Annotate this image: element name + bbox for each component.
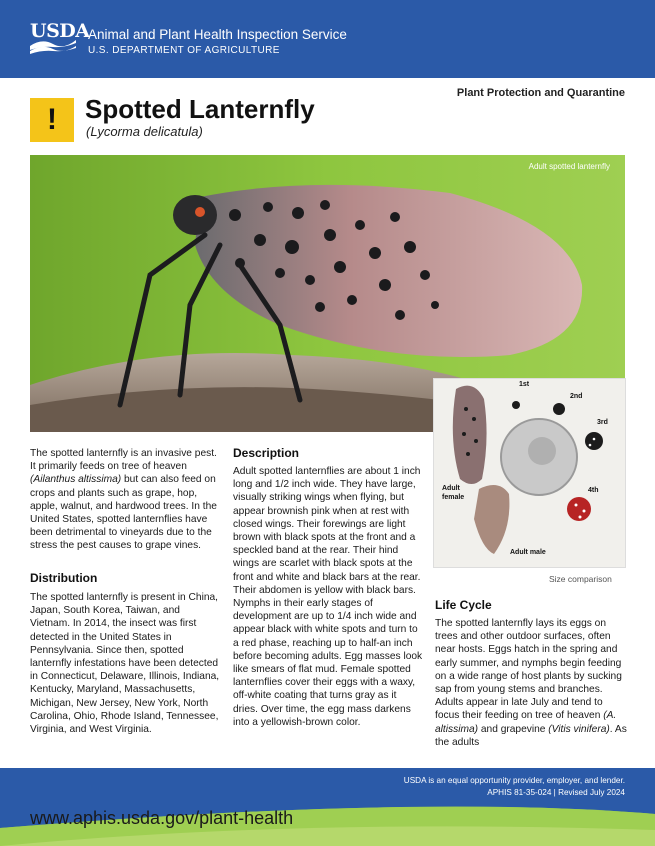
- life-cycle-heading: Life Cycle: [435, 598, 492, 612]
- description-heading: Description: [233, 446, 300, 460]
- inset-label-adult: Adult: [442, 485, 460, 492]
- page-title: Spotted Lanternfly: [85, 94, 315, 124]
- intro-species-italic: (Ailanthus altissima): [30, 474, 122, 486]
- header-band: [0, 0, 655, 78]
- inset-label-adult-male: Adult male: [510, 549, 546, 556]
- intro-text-end: but can also feed on crops and plants such as grape, hop, apple, walnut, and hardwood trees. In the United States, spotted lanternflies have been detrimental to vineyards due to the stress the pest causes to grape vines.: [30, 474, 217, 552]
- equal-opportunity-statement: USDA is an equal opportunity provider, employer, and lender.: [403, 776, 625, 785]
- life-cycle-italic-1: (A. altissima): [435, 710, 617, 735]
- alert-icon: [30, 98, 74, 142]
- intro-text: The spotted lanternfly is an invasive pest. It primarily feeds on tree of heaven: [30, 448, 217, 473]
- usda-logo-text: USDA: [30, 20, 90, 42]
- inset-caption: Size comparison: [549, 574, 612, 584]
- life-cycle-italic-2: (Vitis vinifera): [548, 723, 610, 735]
- inset-label-1st: 1st: [519, 381, 530, 388]
- intro-paragraph: [30, 447, 220, 553]
- life-cycle-text-end: . As the adults: [435, 723, 627, 748]
- distribution-paragraph: The spotted lanternfly is present in China, Japan, South Korea, Taiwan, and Vietnam. In 2014, the insect was first detected in the United States in Pennsylvania. Since then, spotted lanternfly infestations have been detected in Connecticut, Delaware, Illinois, Indiana, Kentucky, Maryland, Massachusetts, Michigan, New Jersey, New York, North Carolina, Ohio, Rhode Island, Tennessee, Virginia, and West Virginia.: [30, 592, 220, 736]
- size-comparison-image: [433, 378, 626, 568]
- inset-label-2nd: 2nd: [570, 393, 583, 400]
- department-name: U.S. DEPARTMENT OF AGRICULTURE: [88, 45, 280, 56]
- usda-logo[interactable]: [30, 20, 90, 56]
- website-link[interactable]: www.aphis.usda.gov/plant-health: [30, 808, 294, 828]
- life-cycle-paragraph: [435, 617, 627, 749]
- inset-label-3rd: 3rd: [597, 419, 608, 426]
- distribution-heading: Distribution: [30, 571, 98, 585]
- size-comparison-illustration: [434, 379, 626, 568]
- publication-number: APHIS 81-35-024 | Revised July 2024: [487, 788, 625, 797]
- program-name: Plant Protection and Quarantine: [456, 87, 625, 99]
- hero-caption: Adult spotted lanternfly: [528, 162, 610, 171]
- life-cycle-text: The spotted lanternfly lays its eggs on trees and other outdoor surfaces, often near hosts. Eggs hatch in the spring and early summer, and nymphs begin feeding on a wide range of host plants by sucking sap from young stems and branches. Adults appear in late July and tend to focus their feeding on tree of heaven: [435, 618, 622, 722]
- inset-label-female: female: [442, 494, 465, 501]
- inset-label-4th: 4th: [588, 487, 599, 494]
- description-paragraph: Adult spotted lanternflies are about 1 inch long and 1/2 inch wide. They have large, visually striking wings when flying, but appear brownish pink when at rest with closed wings. Their forewings are light brown with black spots at the front and a speckled band at the rear. Their hind wings are scarlet with black spots at the front and white and black bars at the rear. Their abdomen is yellow with black bars. Nymphs in their early stages of development are up to 1/4 inch wide and appear black with white spots and turn to a red phase, reaching up to half-an inch before becoming adults. Egg masses look like smears of flat mud. Female spotted lanternflies cover their eggs with a waxy, off-white coating that turns gray as it dries. Over time, the egg mass darkens into a yellowish-brown color.: [233, 466, 423, 728]
- agency-name: Animal and Plant Health Inspection Service: [88, 27, 347, 42]
- life-cycle-text-mid: and grapevine: [478, 723, 549, 735]
- scientific-name: (Lycorma delicatula): [86, 124, 203, 139]
- alert-glyph: !: [47, 103, 57, 136]
- footer-band: [0, 768, 655, 846]
